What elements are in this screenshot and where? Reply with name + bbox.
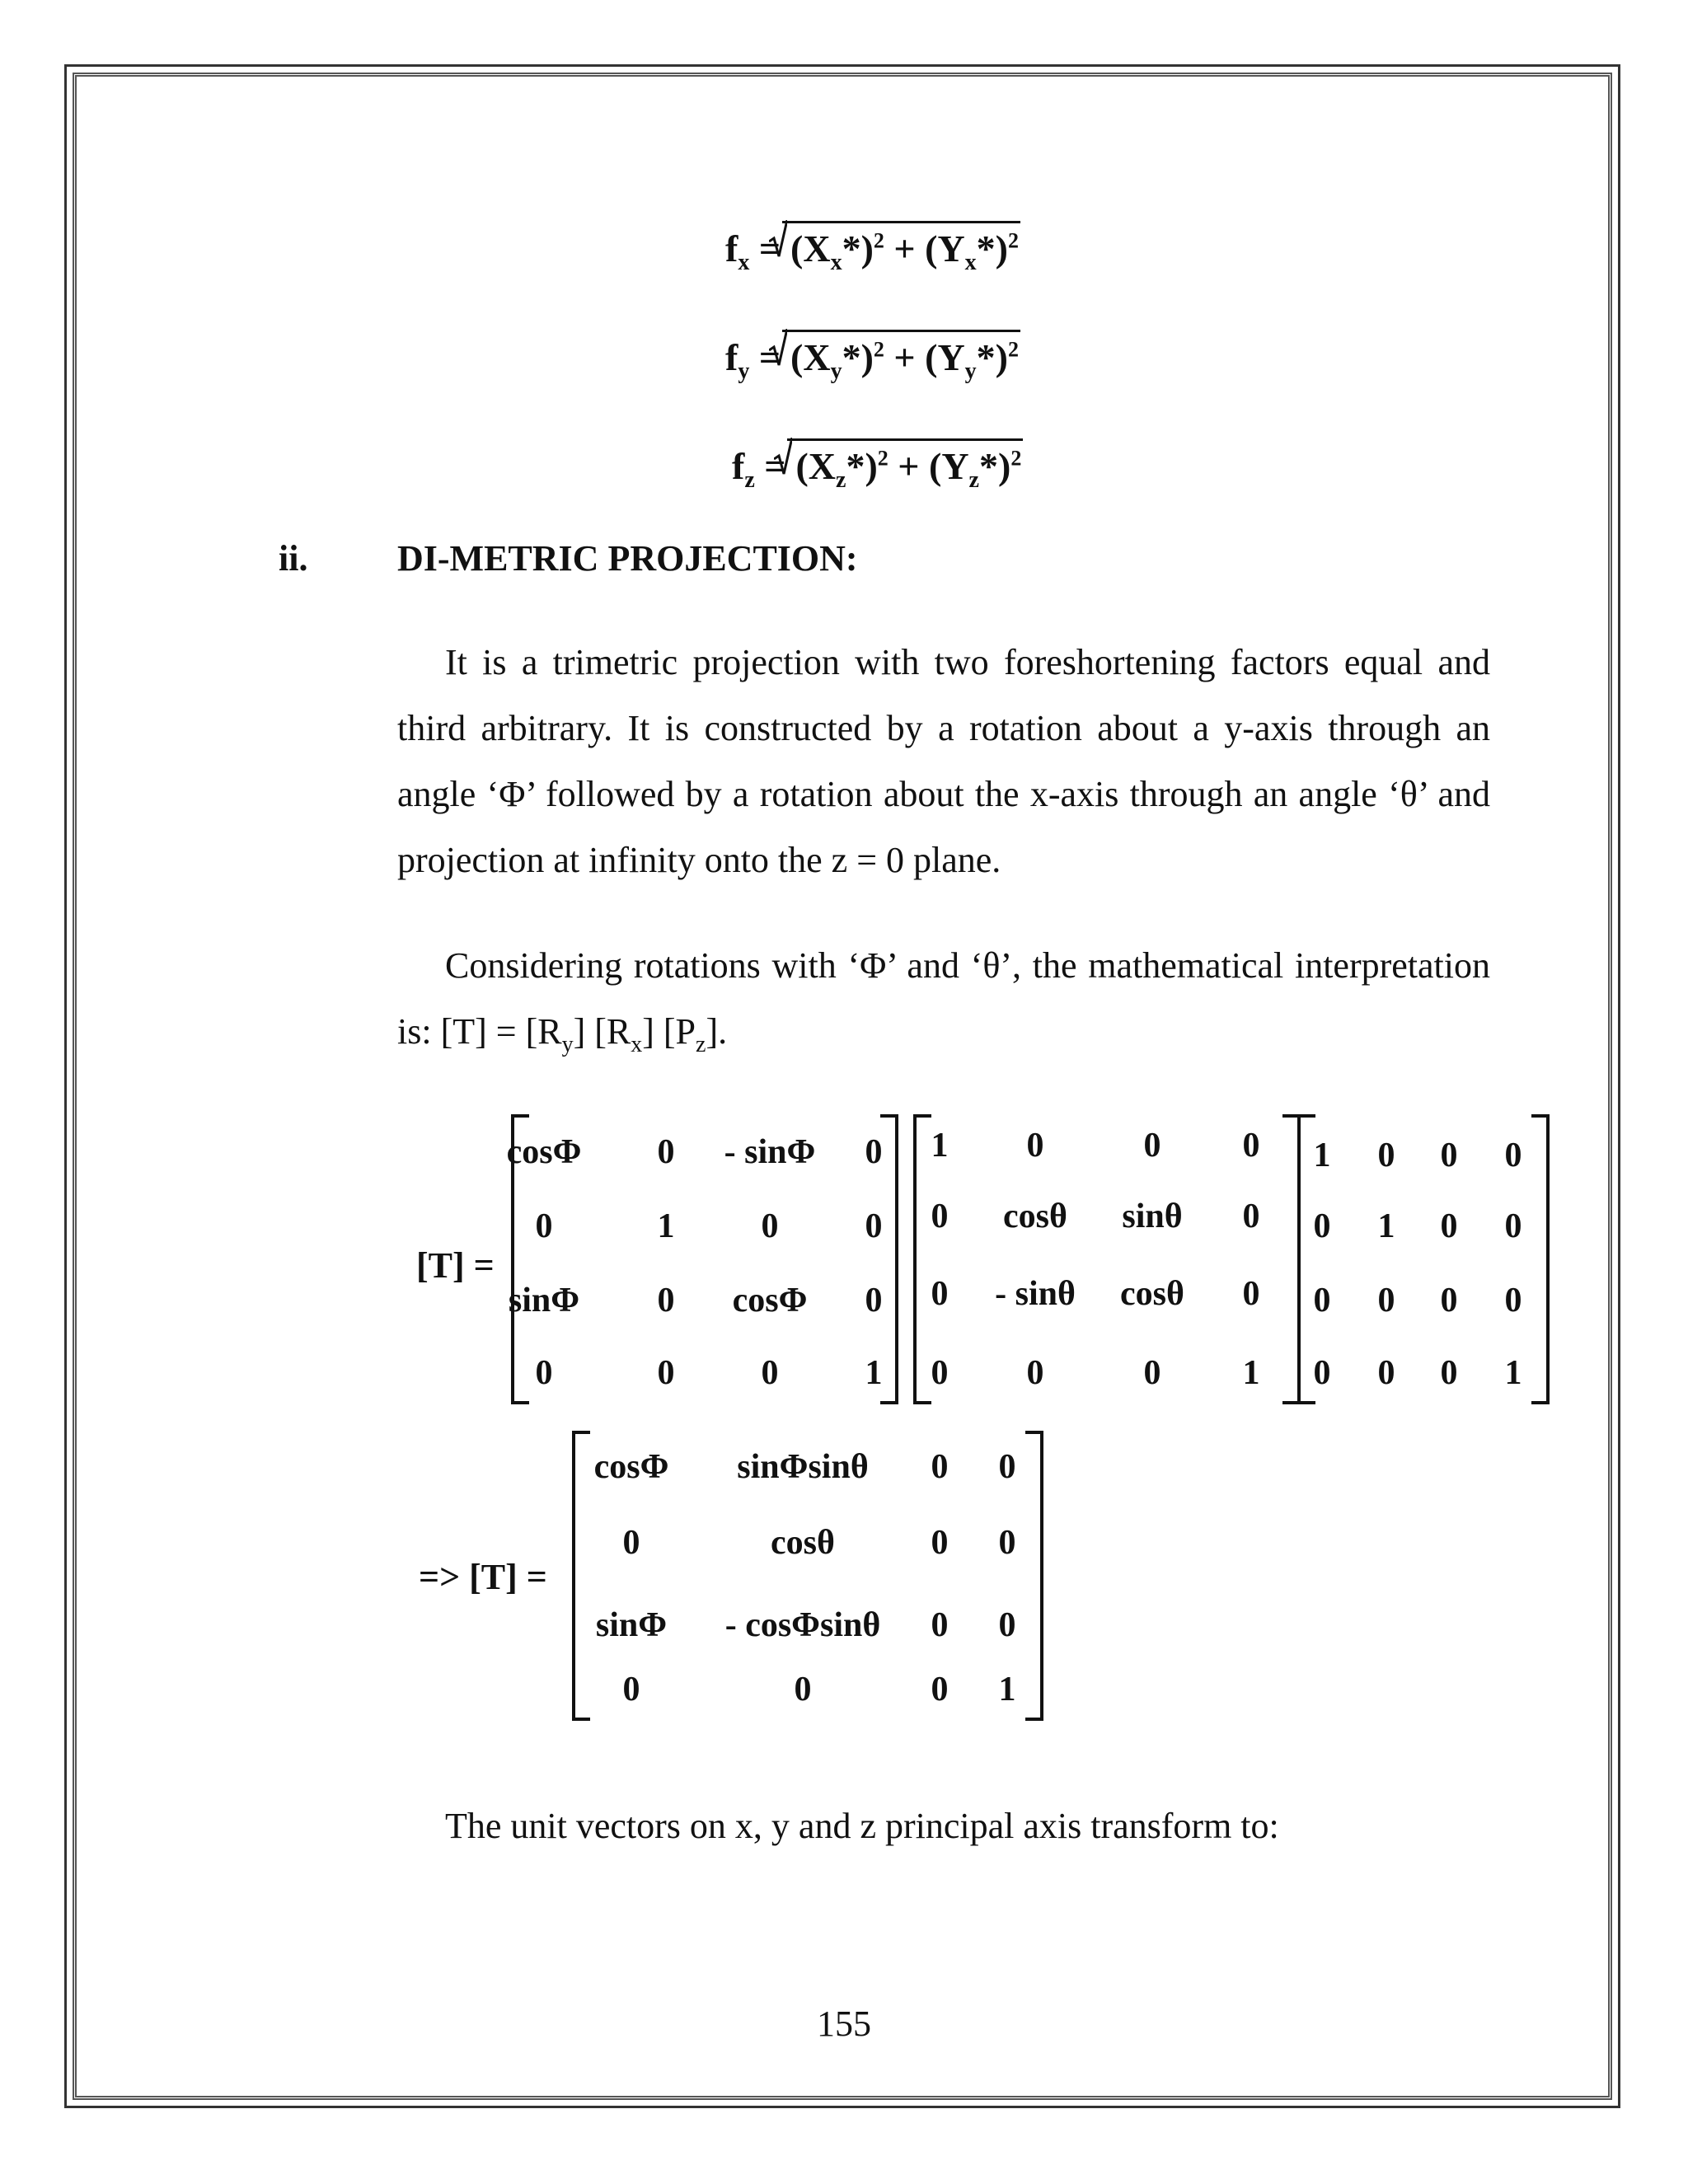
- matrix-cell: 0: [1143, 1354, 1161, 1392]
- matrix-cell: 0: [865, 1207, 883, 1245]
- matrix-cell: 0: [1026, 1354, 1044, 1392]
- matrix-cell: 0: [657, 1354, 675, 1392]
- page-number: 155: [817, 2004, 871, 2044]
- matrix-cell: 1: [1242, 1354, 1260, 1392]
- matrix-cell: 0: [1440, 1282, 1458, 1319]
- matrix-cell: - cosΦsinθ: [724, 1606, 881, 1644]
- matrix-right-bracket: [1025, 1431, 1043, 1721]
- matrix-cell: 0: [931, 1671, 949, 1708]
- matrix-cell: 0: [1504, 1282, 1522, 1319]
- matrix-cell: 0: [1504, 1207, 1522, 1245]
- matrix-cell: 1: [657, 1207, 675, 1245]
- matrix-cell: 1: [1313, 1137, 1331, 1174]
- paragraph-unit-vectors: [397, 1793, 1490, 1859]
- matrix-cell: 0: [1313, 1354, 1331, 1392]
- matrix-cell: 0: [1440, 1207, 1458, 1245]
- matrix-cell: 0: [657, 1133, 675, 1171]
- matrix-cell: 0: [998, 1448, 1016, 1486]
- matrix-cell: 0: [998, 1606, 1016, 1644]
- matrix-projection-z: [1297, 1114, 1550, 1404]
- matrix-cell: cosθ: [1003, 1197, 1067, 1235]
- matrix-cell: 0: [1313, 1207, 1331, 1245]
- matrix-cell: sinθ: [1122, 1197, 1183, 1235]
- section-heading: DI-METRIC PROJECTION:: [397, 538, 858, 579]
- matrix-cell: 0: [1504, 1137, 1522, 1174]
- matrix-cell: 1: [1504, 1354, 1522, 1392]
- matrix-t-result: [572, 1431, 1043, 1721]
- matrix-cell: 0: [1313, 1282, 1331, 1319]
- matrix-cell: 0: [865, 1133, 883, 1171]
- matrix-cell: 0: [1377, 1137, 1395, 1174]
- paragraph-unit-vectors-text: The unit vectors on x, y and z principal axis transform to:: [445, 1806, 1279, 1846]
- matrix-cell: 0: [1026, 1127, 1044, 1165]
- matrix-cell: 0: [622, 1671, 640, 1708]
- matrix-left-bracket: [913, 1114, 931, 1404]
- matrix-cell: 0: [535, 1354, 553, 1392]
- matrix-cell: 1: [865, 1354, 883, 1392]
- formula-fz: $f_z$ = $(X_z*)^2 + (Y_z*)^2$: [732, 438, 1023, 492]
- matrix-cell: 0: [1242, 1275, 1260, 1313]
- paragraph-interpretation: [397, 933, 1490, 1078]
- matrix-rotation-y: [506, 1114, 898, 1404]
- matrix-cell: cosΦ: [593, 1448, 669, 1486]
- matrix-cell: sinΦ: [508, 1282, 580, 1319]
- matrix-cell: 0: [998, 1524, 1016, 1562]
- matrix-cell: sinΦ: [595, 1606, 668, 1644]
- matrix-cell: 0: [931, 1448, 949, 1486]
- paragraph-interpretation-text: Considering rotations with ‘Φ’ and ‘θ’, the mathematical interpretation is: $[T] = [R_y]$ $[R_x]$ $[P_z]$.: [397, 945, 1490, 1057]
- equation-t-label: [T] =: [416, 1245, 495, 1286]
- matrix-cell: 0: [622, 1524, 640, 1562]
- equation-t-result-label: => [T] =: [419, 1557, 547, 1597]
- matrix-cell: - sinθ: [995, 1275, 1076, 1313]
- matrix-right-bracket: [880, 1114, 898, 1404]
- matrix-cell: 0: [535, 1207, 553, 1245]
- matrix-cell: 1: [1377, 1207, 1395, 1245]
- matrix-cell: cosΦ: [506, 1133, 582, 1171]
- matrix-cell: 0: [761, 1207, 779, 1245]
- paragraph-definition: [397, 630, 1490, 893]
- formula-fx: $f_x$ = $(X_x*)^2 + (Y_x*)^2$: [725, 221, 1020, 274]
- matrix-cell: sinΦsinθ: [737, 1448, 869, 1486]
- matrix-rotation-x: [913, 1114, 1301, 1404]
- matrix-right-bracket: [1531, 1114, 1550, 1404]
- matrix-cell: 0: [657, 1282, 675, 1319]
- matrix-left-bracket: [572, 1431, 590, 1721]
- matrix-cell: 0: [1242, 1127, 1260, 1165]
- matrix-cell: 0: [931, 1275, 949, 1313]
- matrix-cell: 0: [931, 1606, 949, 1644]
- matrix-cell: cosθ: [1120, 1275, 1184, 1313]
- matrix-cell: 0: [761, 1354, 779, 1392]
- section-number: ii.: [279, 538, 308, 579]
- matrix-cell: 0: [1143, 1127, 1161, 1165]
- matrix-cell: - sinΦ: [724, 1133, 816, 1171]
- matrix-cell: cosθ: [771, 1524, 835, 1562]
- matrix-cell: 0: [1440, 1354, 1458, 1392]
- paragraph-definition-text: It is a trimetric projection with two foreshortening factors equal and third arbitrary. It is constructed by a rotation about a y-axis through an angle ‘Φ’ followed by a rotation about the x-axis through an angle ‘θ’ and projection at infinity onto the z = 0 plane.: [397, 642, 1490, 880]
- matrix-cell: 0: [931, 1354, 949, 1392]
- matrix-cell: 1: [998, 1671, 1016, 1708]
- matrix-cell: 0: [1440, 1137, 1458, 1174]
- matrix-cell: cosΦ: [732, 1282, 808, 1319]
- formula-fy: $f_y$ = $(X_y*)^2 + (Y_y*)^2$: [725, 330, 1020, 383]
- matrix-cell: 0: [794, 1671, 812, 1708]
- matrix-cell: 0: [1377, 1282, 1395, 1319]
- matrix-cell: 0: [931, 1197, 949, 1235]
- matrix-cell: 0: [865, 1282, 883, 1319]
- matrix-cell: 1: [931, 1127, 949, 1165]
- matrix-cell: 0: [931, 1524, 949, 1562]
- matrix-cell: 0: [1242, 1197, 1260, 1235]
- matrix-cell: 0: [1377, 1354, 1395, 1392]
